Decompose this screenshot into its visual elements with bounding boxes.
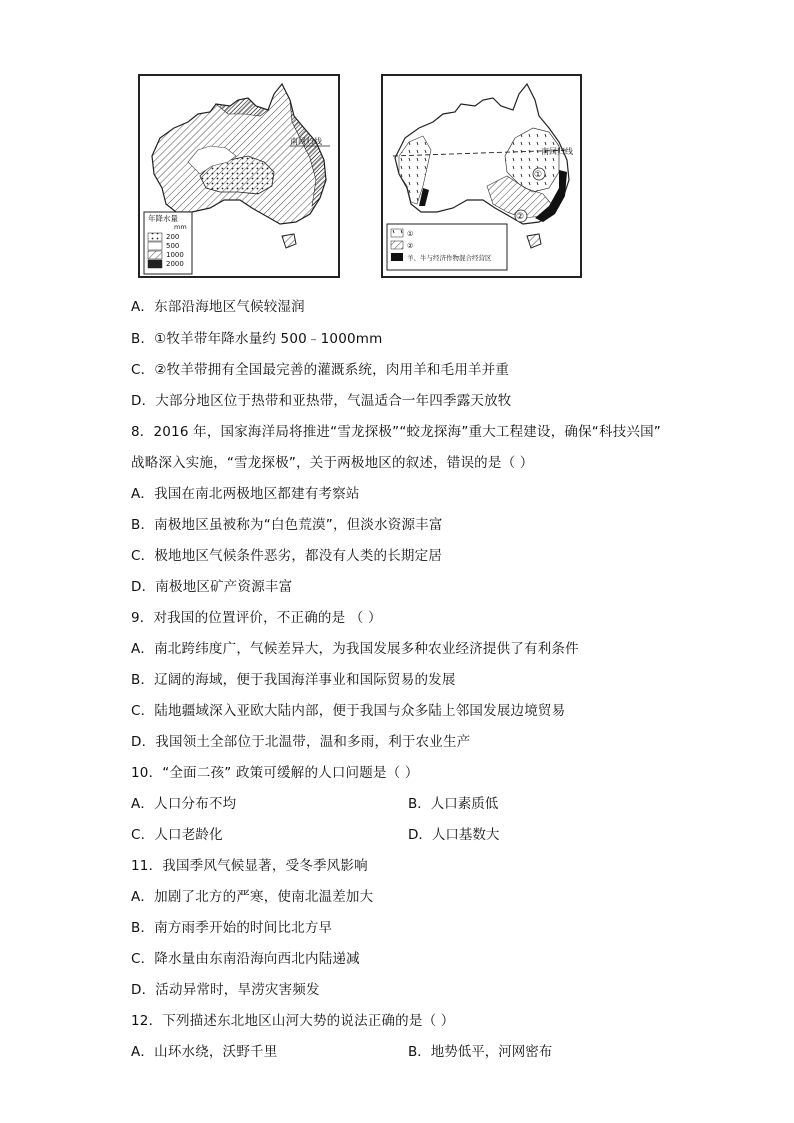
- q9-option-c: C．陆地疆域深入亚欧大陆内部，便于我国与众多陆上邻国发展边境贸易: [131, 703, 566, 719]
- legend-box: [387, 224, 507, 270]
- q7-option-b: B．①牧羊带年降水量约 500﹣1000mm: [131, 331, 383, 347]
- tropic-label: 南回归线: [541, 147, 573, 156]
- legend-value-2: 500: [166, 242, 180, 250]
- tropic-label: 南回归线: [290, 137, 322, 146]
- q10-option-c: C．人口老龄化: [131, 827, 223, 843]
- q11-option-b: B．南方雨季开始的时间比北方早: [131, 920, 333, 936]
- q8-option-a: A．我国在南北两极地区都建有考察站: [131, 486, 360, 502]
- q8-option-d: D．南极地区矿产资源丰富: [131, 579, 293, 595]
- q8-option-c: C．极地地区气候条件恶劣，都没有人类的长期定居: [131, 548, 443, 564]
- australia-agriculture-map: [381, 74, 582, 278]
- q10-option-d: D．人口基数大: [408, 827, 500, 843]
- legend-value-4: 2000: [166, 260, 184, 268]
- q11-stem: 11．我国季风气候显著，受冬季风影响: [131, 858, 368, 874]
- q7-option-c: C．②牧羊带拥有全国最完善的灌溉系统，肉用羊和毛用羊并重: [131, 362, 510, 378]
- zone-1-marker: ①: [534, 170, 543, 180]
- q8-stem-line1: 8．2016 年，国家海洋局将推进“雪龙探极”“蛟龙探海”重大工程建设，确保“科技兴国”: [131, 424, 661, 440]
- q9-option-b: B．辽阔的海域，便于我国海洋事业和国际贸易的发展: [131, 672, 456, 688]
- legend-item-2: ②: [407, 242, 414, 250]
- q10-option-a: A．人口分布不均: [131, 796, 237, 812]
- legend-title: 年降水量: [148, 214, 178, 223]
- q11-option-a: A．加剧了北方的严寒，使南北温差加大: [131, 889, 374, 905]
- zone-2-marker: ②: [516, 212, 525, 222]
- q11-option-c: C．降水量由东南沿海向西北内陆递减: [131, 951, 360, 967]
- precipitation-map-drawing: [140, 76, 338, 276]
- legend-item-1: ①: [407, 230, 414, 238]
- q8-stem-line2: 战略深入实施，“雪龙探极”，关于两极地区的叙述，错误的是（ ）: [131, 455, 534, 471]
- q9-option-d: D．我国领土全部位于北温带，温和多雨，利于农业生产: [131, 734, 471, 750]
- q7-option-a: A．东部沿海地区气候较湿润: [131, 299, 305, 315]
- australia-precipitation-map: [138, 74, 340, 278]
- q8-option-b: B．南极地区虽被称为“白色荒漠”，但淡水资源丰富: [131, 517, 443, 533]
- q12-option-b: B．地势低平，河网密布: [408, 1044, 553, 1060]
- q11-option-d: D．活动异常时，旱涝灾害频发: [131, 982, 320, 998]
- legend-value-3: 1000: [166, 251, 184, 259]
- q10-option-b: B．人口素质低: [408, 796, 499, 812]
- agriculture-map-drawing: [383, 76, 580, 276]
- q10-stem: 10．“全面二孩” 政策可缓解的人口问题是（ ）: [131, 765, 419, 781]
- q12-option-a: A．山环水绕，沃野千里: [131, 1044, 278, 1060]
- q12-stem: 12．下列描述东北地区山河大势的说法正确的是（ ）: [131, 1013, 455, 1029]
- legend-unit: mm: [174, 223, 187, 231]
- legend-item-3: 羊、牛与经济作物混合经营区: [407, 254, 492, 262]
- q7-option-d: D．大部分地区位于热带和亚热带，气温适合一年四季露天放牧: [131, 393, 512, 409]
- q9-stem: 9．对我国的位置评价，不正确的是 （ ）: [131, 610, 382, 626]
- legend-value-1: 200: [166, 233, 180, 241]
- q9-option-a: A．南北跨纬度广，气候差异大，为我国发展多种农业经济提供了有利条件: [131, 641, 579, 657]
